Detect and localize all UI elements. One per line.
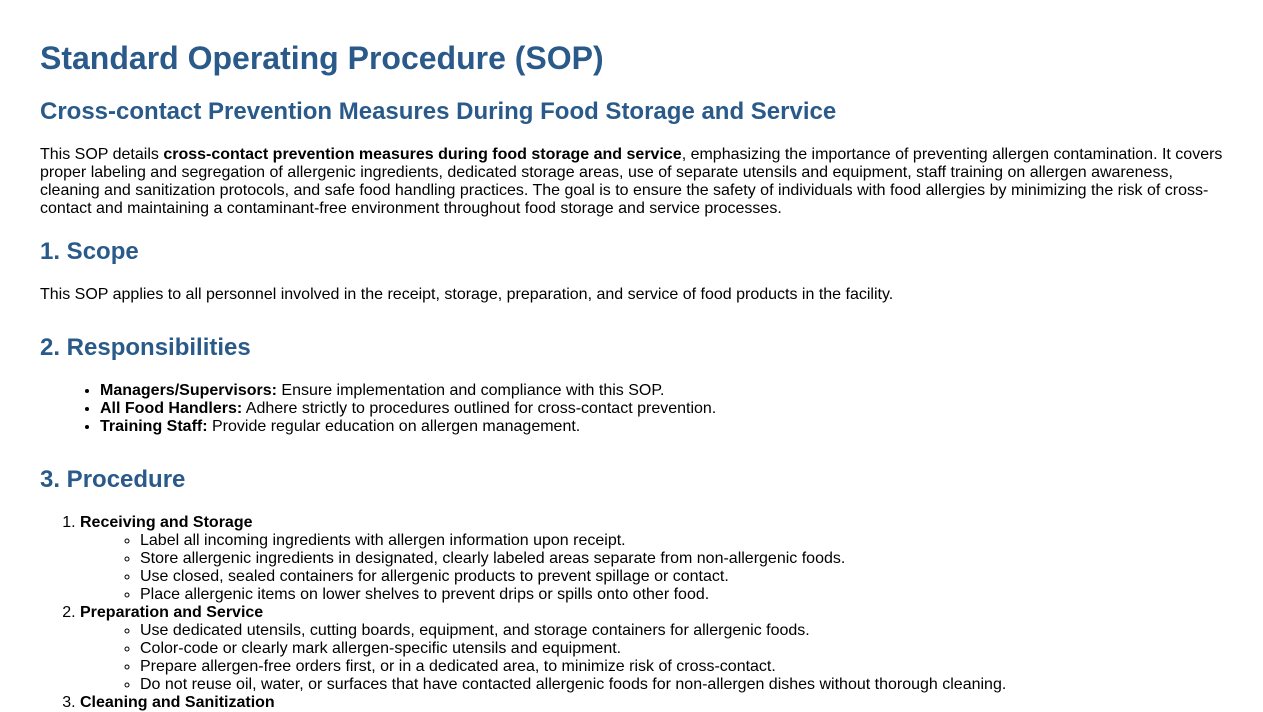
step-title: Cleaning and Sanitization bbox=[80, 694, 275, 711]
procedure-step bbox=[80, 514, 1006, 604]
procedure-step bbox=[80, 604, 1006, 694]
list-item: ◦ Use closed, sealed containers for allergenic products to prevent spillage or contact. bbox=[140, 568, 1006, 586]
scope-heading: 1. Scope bbox=[40, 238, 139, 265]
list-item: ◦ Store allergenic ingredients in designated, clearly labeled areas separate from non-allergenic foods. bbox=[140, 550, 1006, 568]
responsibilities-list bbox=[40, 382, 716, 436]
list-item: ◦ Place allergenic items on lower shelves to prevent drips or spills onto other food. bbox=[140, 586, 1006, 604]
step-items bbox=[80, 622, 1006, 694]
intro-text-start: This SOP details bbox=[40, 146, 164, 163]
list-item: ◦ Do not reuse oil, water, or surfaces that have contacted allergenic foods for non-allergen dishes without thorough cleaning. bbox=[140, 676, 1006, 694]
page-subtitle: Cross-contact Prevention Measures During Food Storage and Service bbox=[40, 98, 837, 125]
step-items bbox=[80, 532, 1006, 604]
list-item bbox=[100, 400, 716, 418]
role-label: Managers/Supervisors: bbox=[100, 382, 277, 399]
list-item bbox=[100, 382, 716, 400]
role-label: Training Staff: bbox=[100, 418, 208, 435]
list-item: ◦ Use dedicated utensils, cutting boards, equipment, and storage containers for allergenic foods. bbox=[140, 622, 1006, 640]
procedure-step bbox=[80, 694, 1006, 712]
responsibilities-heading: 2. Responsibilities bbox=[40, 334, 251, 361]
list-item: ◦ Color-code or clearly mark allergen-specific utensils and equipment. bbox=[140, 640, 1006, 658]
list-item: ◦ Label all incoming ingredients with allergen information upon receipt. bbox=[140, 532, 1006, 550]
role-description: Provide regular education on allergen management. bbox=[207, 418, 581, 435]
intro-text-end: , emphasizing the importance of preventing allergen contamination. It covers proper labeling and segregation of allergenic ingredients, dedicated storage areas, use of separate utensils and equipment, staff training on allergen awareness, cleaning and sanitization protocols, and safe food handling practices. The goal is to ensure the safety of individuals with food allergies by minimizing the risk of cross-contact and maintaining a contaminant-free environment throughout food storage and service processes. bbox=[40, 146, 1223, 217]
intro-paragraph bbox=[40, 146, 1230, 218]
page-title: Standard Operating Procedure (SOP) bbox=[40, 40, 604, 76]
step-title: Preparation and Service bbox=[80, 604, 264, 621]
intro-text-bold: cross-contact prevention measures during food storage and service bbox=[163, 146, 682, 163]
role-description: Ensure implementation and compliance with this SOP. bbox=[276, 382, 665, 399]
procedure-steps bbox=[40, 514, 1006, 712]
step-title: Receiving and Storage bbox=[80, 514, 253, 531]
role-label: All Food Handlers: bbox=[100, 400, 243, 417]
procedure-heading: 3. Procedure bbox=[40, 466, 186, 493]
role-description: Adhere strictly to procedures outlined for cross-contact prevention. bbox=[242, 400, 717, 417]
list-item: ◦ Prepare allergen-free orders first, or in a dedicated area, to minimize risk of cross-contact. bbox=[140, 658, 1006, 676]
list-item bbox=[100, 418, 716, 436]
scope-text: This SOP applies to all personnel involved in the receipt, storage, preparation, and service of food products in the facility. bbox=[40, 286, 894, 303]
